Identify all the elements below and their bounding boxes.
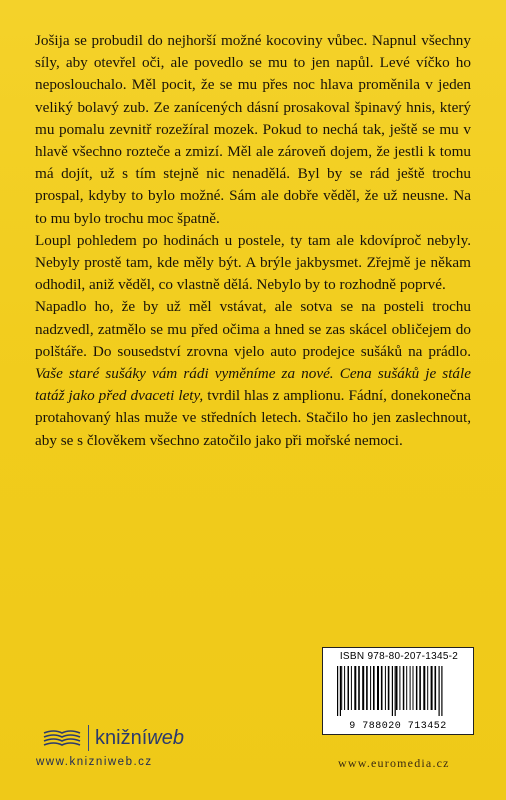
barcode-bar [351, 666, 352, 710]
barcode-bar [392, 666, 393, 716]
barcode-bar [413, 666, 414, 710]
isbn-barcode [322, 647, 474, 735]
publisher-name [95, 727, 184, 750]
blurb-paragraph-2: Loupl pohledem po hodinách u postele, ty tam ale kdovíproč nebyly. Nebyly prostě tam, kde měly být. A brýle jakbysmet. Zřejmě je někam odhodil, aniž věděl, co vlastně dělá. Nebylo by to rozhodně poprvé. [35, 231, 471, 294]
publisher-url-euromedia[interactable]: www.euromedia.cz [338, 756, 450, 770]
publisher-name-part2: web [147, 726, 184, 749]
barcode-bar [341, 666, 342, 710]
barcode-bar [388, 666, 390, 710]
publisher-name-part1: knižní [95, 726, 148, 749]
barcode-bar [439, 666, 440, 716]
barcode-bar [427, 666, 428, 710]
blurb-paragraph-3-end: tvrdil hlas z amplionu. Fádní, donekonečna protahovaný hlas muže ve středních letech. Stačilo ho jen zaslechnout, aby se s člověkem všechno zatočilo jako při mořské nemoci. [35, 387, 471, 449]
publisher-logo [42, 723, 184, 753]
barcode-bar [416, 666, 418, 710]
barcode-bar [370, 666, 371, 710]
barcode-bar [337, 666, 338, 716]
barcode-bar [396, 666, 398, 710]
barcode-bar [435, 666, 437, 710]
blurb-paragraph-3-start: Napadlo ho, že by už měl vstávat, ale sotva se na posteli trochu nadzvedl, zatmělo se mu před očima a hned se zas skácel obličejem do polštáře. Do sousedství zrovna vjelo auto prodejce sušáků na prádlo. [35, 298, 471, 360]
barcode-bar [362, 666, 364, 710]
barcode-bar [373, 666, 375, 710]
blurb-paragraph-1: Jošija se probudil do nejhorší možné kocoviny vůbec. Napnul všechny síly, aby otevřel oči, ale povedlo se mu to jen napůl. Levé víčko ho neposlouchalo. Měl pocit, že se mu přes noc hlava proměnila v jeden veliký bolavý zub. Ze zanícených dásní prosakoval špinavý hnis, který mu pomalu zevnitř rozežíral mozek. Pokud to nechá tak, ještě se mu v hlavě všechno rozteče a zmizí. Měl ale zároveň dojem, že jestli k tomu má dojít, už s tím stejně nic nenadělá. Byl by se rád ještě trochu prospal, kdyby to bylo možné. Sám ale dobře věděl, že už neusne. Na to mu bylo trochu moc špatně. [35, 32, 471, 227]
barcode-bar [354, 666, 356, 710]
barcode-bar [410, 666, 411, 710]
barcode-bar [403, 666, 405, 710]
barcode-bar [395, 666, 396, 716]
publisher-divider [88, 725, 89, 751]
barcode-bars [335, 666, 467, 720]
barcode-bar [358, 666, 360, 710]
blurb-paragraph-3 [35, 296, 471, 451]
publisher-url-knizniweb[interactable]: www.knizniweb.cz [36, 756, 153, 768]
barcode-bar [441, 666, 442, 716]
barcode-bar [385, 666, 386, 710]
barcode-bar [348, 666, 350, 710]
barcode-bar [423, 666, 425, 710]
barcode-bar [419, 666, 421, 710]
barcode-bar [366, 666, 368, 710]
book-stack-logo-icon [42, 727, 82, 749]
isbn-label: ISBN 978-80-207-1345-2 [339, 651, 459, 662]
blurb-text [35, 30, 471, 452]
barcode-bar [377, 666, 379, 710]
barcode-bar [340, 666, 341, 716]
barcode-digits: 9 788020 713452 [349, 721, 447, 732]
blurb-paragraph-3-quote: Vaše staré sušáky vám rádi vyměníme za nové. Cena sušáků je stále tatáž jako před dvaceti lety, [35, 365, 471, 405]
barcode-bar [431, 666, 433, 710]
barcode-bar [406, 666, 407, 710]
barcode-bar [344, 666, 345, 710]
barcode-bar [399, 666, 400, 710]
barcode-bar [381, 666, 383, 710]
